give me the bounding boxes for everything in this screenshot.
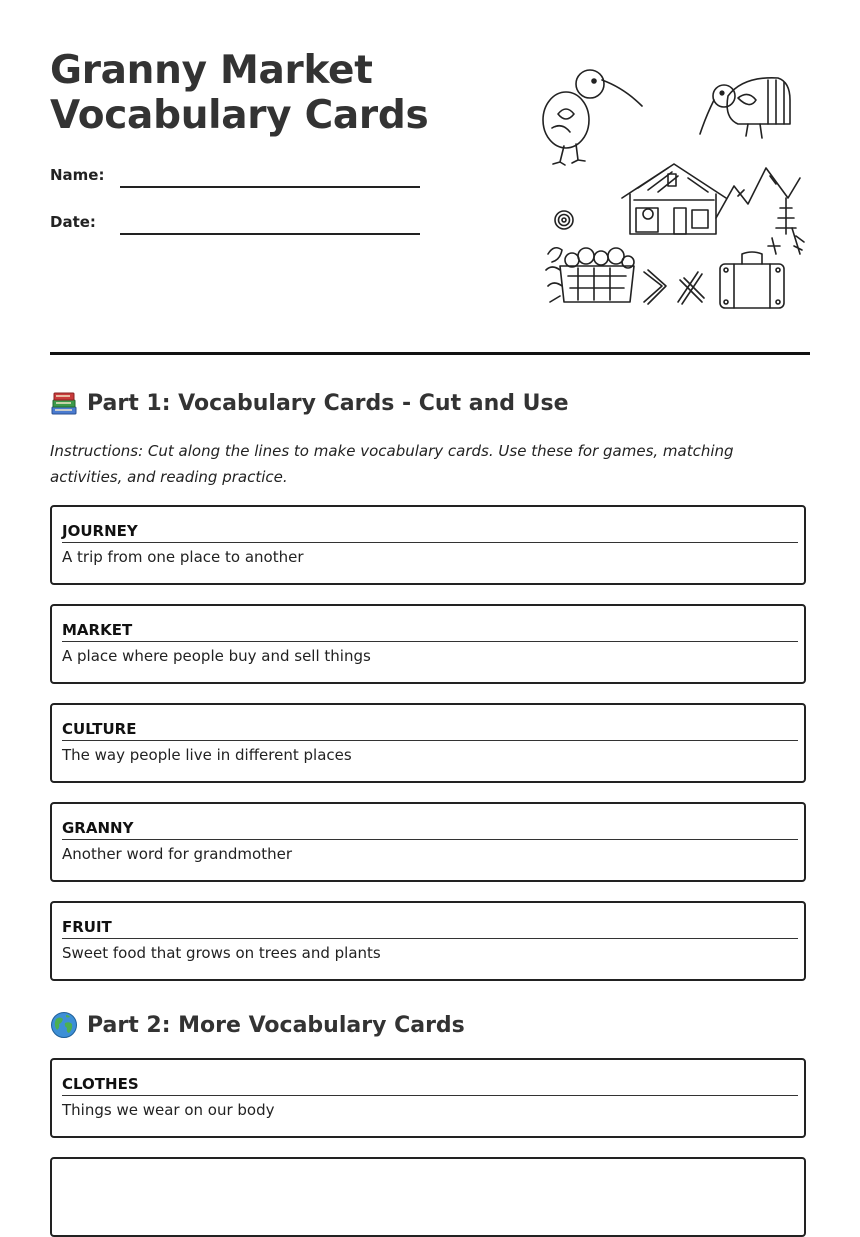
- card-definition: Another word for grandmother: [62, 845, 293, 863]
- part2-heading: [50, 1010, 465, 1040]
- fruit-basket-icon: [546, 248, 634, 302]
- name-line[interactable]: [120, 186, 420, 188]
- name-label: Name:: [50, 166, 105, 184]
- kiwi-bird-icon: [543, 70, 642, 165]
- card-definition: Sweet food that grows on trees and plants: [62, 944, 381, 962]
- mountains-icon: [716, 168, 804, 254]
- worksheet-page: [50, 0, 810, 1119]
- vocab-card-journey[interactable]: [50, 505, 806, 585]
- globe-icon: [50, 1011, 78, 1039]
- title-line-1: Granny Market: [50, 48, 373, 93]
- part2-title: Part 2: More Vocabulary Cards: [87, 1012, 465, 1038]
- instructions-text: Instructions: Cut along the lines to make vocabulary cards. Use these for games, matching activities, and reading practice.: [50, 442, 734, 486]
- books-icon: [50, 389, 78, 417]
- sticks-icon: [644, 270, 704, 304]
- date-field[interactable]: [50, 213, 420, 243]
- vocab-card-clothes[interactable]: [50, 1058, 806, 1138]
- date-line[interactable]: [120, 233, 420, 235]
- card-definition: The way people live in different places: [62, 746, 352, 764]
- vocab-card-next[interactable]: [50, 1157, 806, 1237]
- card-definition: A trip from one place to another: [62, 548, 304, 566]
- part1-title: Part 1: Vocabulary Cards - Cut and Use: [87, 390, 569, 416]
- card-word: JOURNEY: [62, 521, 798, 543]
- card-definition: Things we wear on our body: [62, 1101, 275, 1119]
- date-label: Date:: [50, 213, 96, 231]
- vocab-card-fruit[interactable]: [50, 901, 806, 981]
- card-word: CLOTHES: [62, 1074, 798, 1096]
- part1-heading: [50, 388, 569, 418]
- suitcase-icon: [720, 252, 784, 308]
- title-line-2: Vocabulary Cards: [50, 93, 429, 138]
- house-icon: [622, 164, 726, 234]
- vocab-card-culture[interactable]: [50, 703, 806, 783]
- vocab-card-market[interactable]: [50, 604, 806, 684]
- header-illustration: [538, 58, 806, 314]
- card-definition: A place where people buy and sell things: [62, 647, 371, 665]
- name-field[interactable]: [50, 166, 420, 196]
- card-word: GRANNY: [62, 818, 798, 840]
- page-title: [50, 48, 428, 138]
- card-word: FRUIT: [62, 917, 798, 939]
- worksheet-header: [50, 0, 810, 355]
- vocab-card-granny[interactable]: [50, 802, 806, 882]
- card-word: MARKET: [62, 620, 798, 642]
- spiral-icon: [555, 211, 573, 229]
- card-word: CULTURE: [62, 719, 798, 741]
- kiwi-cloak-icon: [700, 78, 790, 138]
